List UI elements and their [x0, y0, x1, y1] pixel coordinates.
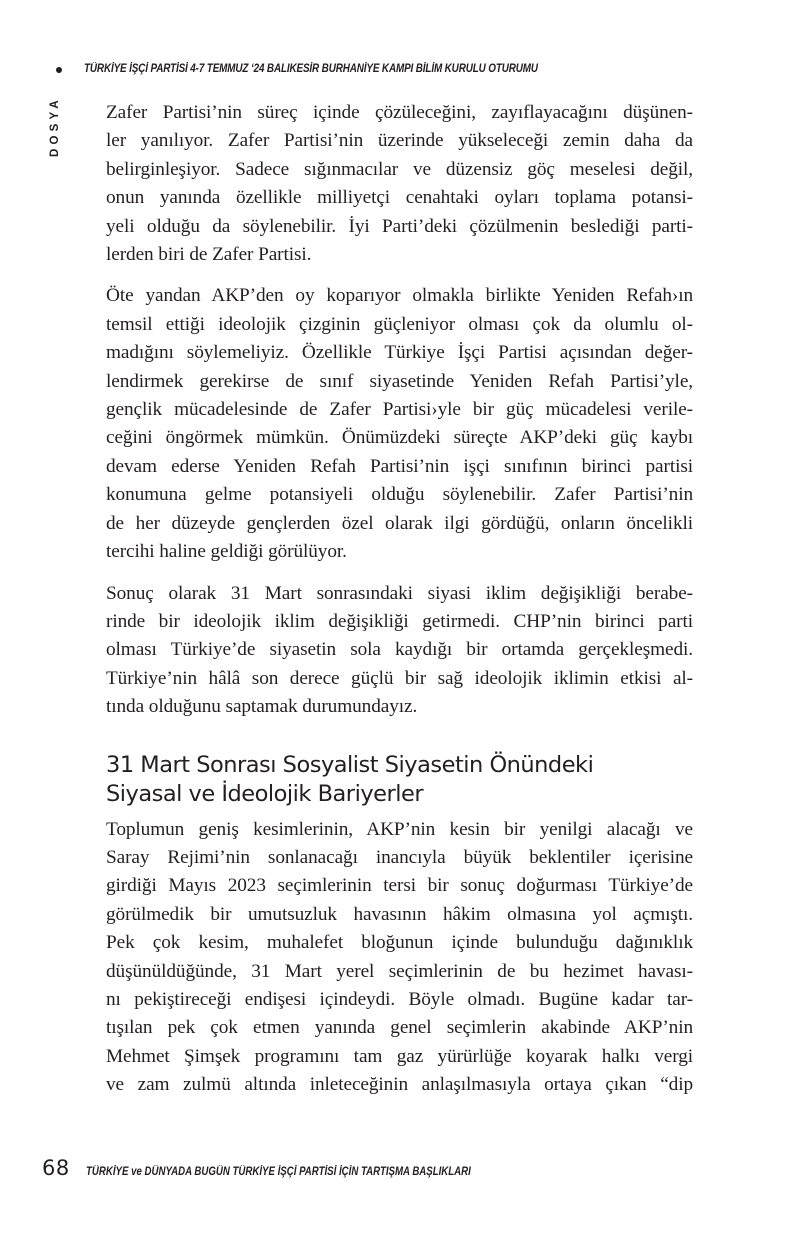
- text-line: lerden biri de Zafer Partisi.: [106, 244, 312, 266]
- text-line: onun yanında özellikle milliyetçi cenahtaki oyları toplama potansi-: [106, 187, 693, 209]
- text-line: yeli olduğu da söylenebilir. İyi Parti’deki çözülmenin beslediği parti-: [106, 215, 693, 237]
- page-number: 68: [42, 1156, 70, 1180]
- section-paragraph-1: [106, 816, 693, 1100]
- text-line: lendirmek gerekirse de sınıf siyasetinde Yeniden Refah Partisi’yle,: [106, 370, 693, 392]
- text-line: temsil ettiği ideolojik çizginin güçleniyor olması çok da olumlu ol-: [106, 313, 693, 335]
- text-line: tında olduğunu saptamak durumundayız.: [106, 696, 418, 718]
- running-header-title: TÜRKİYE İŞÇİ PARTİSİ 4-7 TEMMUZ ‘24 BALIKESİR BURHANİYE KAMPI BİLİM KURULU OTURUMU: [84, 63, 538, 75]
- text-line: düşünüldüğünde, 31 Mart yerel seçimlerinin de bu hezimet havası-: [106, 960, 693, 982]
- bullet-icon: [56, 67, 62, 73]
- page-footer: [42, 1156, 544, 1180]
- paragraph-3: [106, 580, 693, 722]
- text-line: Saray Rejimi’nin sonlanacağı inancıyla büyük beklentiler içerisine: [106, 846, 693, 868]
- text-line: ceğini öngörmek mümkün. Önümüzdeki süreçte AKP’deki güç kaybı: [106, 427, 693, 449]
- text-line: Pek çok kesim, muhalefet bloğunun içinde bulunduğu dağınıklık: [106, 932, 693, 954]
- text-line: Sonuç olarak 31 Mart sonrasındaki siyasi iklim değişikliği berabe-: [106, 582, 693, 604]
- footer-title-part1: TÜRKİYE: [85, 1166, 131, 1178]
- text-line: girdiği Mayıs 2023 seçimlerinin tersi bir sonuç doğurması Türkiye’de: [106, 875, 693, 897]
- paragraph-1: [106, 99, 693, 269]
- paragraph-2: [106, 282, 693, 566]
- heading-line: 31 Mart Sonrası Sosyalist Siyasetin Önündeki: [106, 751, 594, 778]
- heading-line: Siyasal ve İdeolojik Bariyerler: [106, 780, 424, 807]
- text-line: olması Türkiye’de siyasetin sola kaydığı bir ortamda gerçekleşmedi.: [106, 639, 693, 661]
- text-line: tışılan pek çok etmen yanında genel seçimlerin akabinde AKP’nin: [106, 1017, 693, 1039]
- text-line: devam ederse Yeniden Refah Partisi’nin işçi sınıfının birinci partisi: [106, 455, 693, 477]
- page-body: [106, 99, 693, 1113]
- text-line: nı pekiştireceği endişesi içindeydi. Böyle olmadı. Bugüne kadar tar-: [106, 988, 693, 1010]
- text-line: tercihi haline geldiği görülüyor.: [106, 541, 347, 563]
- text-line: Toplumun geniş kesimlerinin, AKP’nin kesin bir yenilgi alacağı ve: [106, 818, 693, 840]
- text-line: gençlik mücadelesinde de Zafer Partisi›yle bir güç mücadelesi verile-: [106, 399, 693, 421]
- text-line: Öte yandan AKP’den oy koparıyor olmakla birlikte Yeniden Refah›ın: [106, 285, 693, 307]
- text-line: Zafer Partisi’nin süreç içinde çözüleceğini, zayıflayacağını düşünen-: [106, 102, 693, 123]
- text-line: madığını söylemeliyiz. Özellikle Türkiye İşçi Partisi açısından değer-: [106, 342, 693, 364]
- text-line: konumuna gelme potansiyeli olduğu söylenebilir. Zafer Partisi’nin: [106, 484, 693, 506]
- footer-title-part2: DÜNYADA BUGÜN TÜRKİYE İŞÇİ PARTİSİ İÇİN TARTIŞMA BAŞLIKLARI: [141, 1166, 471, 1178]
- text-line: belirginleşiyor. Sadece sığınmacılar ve düzensiz göç meselesi değil,: [106, 158, 693, 180]
- text-line: Türkiye’nin hâlâ son derece güçlü bir sağ ideolojik iklimin etkisi al-: [106, 667, 693, 689]
- section-side-label: DOSYA: [49, 96, 61, 157]
- text-line: ve zam zulmü altında inleteceğinin anlaşılmasıyla ortaya çıkan “dip: [106, 1074, 693, 1096]
- text-line: Mehmet Şimşek programını tam gaz yürürlüğe koyarak halkı vergi: [106, 1045, 693, 1067]
- footer-title-ve: ve: [130, 1166, 142, 1178]
- section-heading: [106, 751, 693, 809]
- text-line: rinde bir ideolojik iklim değişikliği getirmedi. CHP’nin birinci parti: [106, 610, 693, 632]
- running-header: [56, 63, 612, 75]
- text-line: ler yanılıyor. Zafer Partisi’nin üzerinde yükseleceği zemin daha da: [106, 130, 693, 152]
- text-line: de her düzeyde gençlerden özel olarak ilgi gördüğü, onların öncelikli: [106, 512, 693, 534]
- footer-book-title: [86, 1166, 471, 1178]
- text-line: görülmedik bir umutsuzluk havasının hâkim olmasına yol açmıştı.: [106, 903, 693, 925]
